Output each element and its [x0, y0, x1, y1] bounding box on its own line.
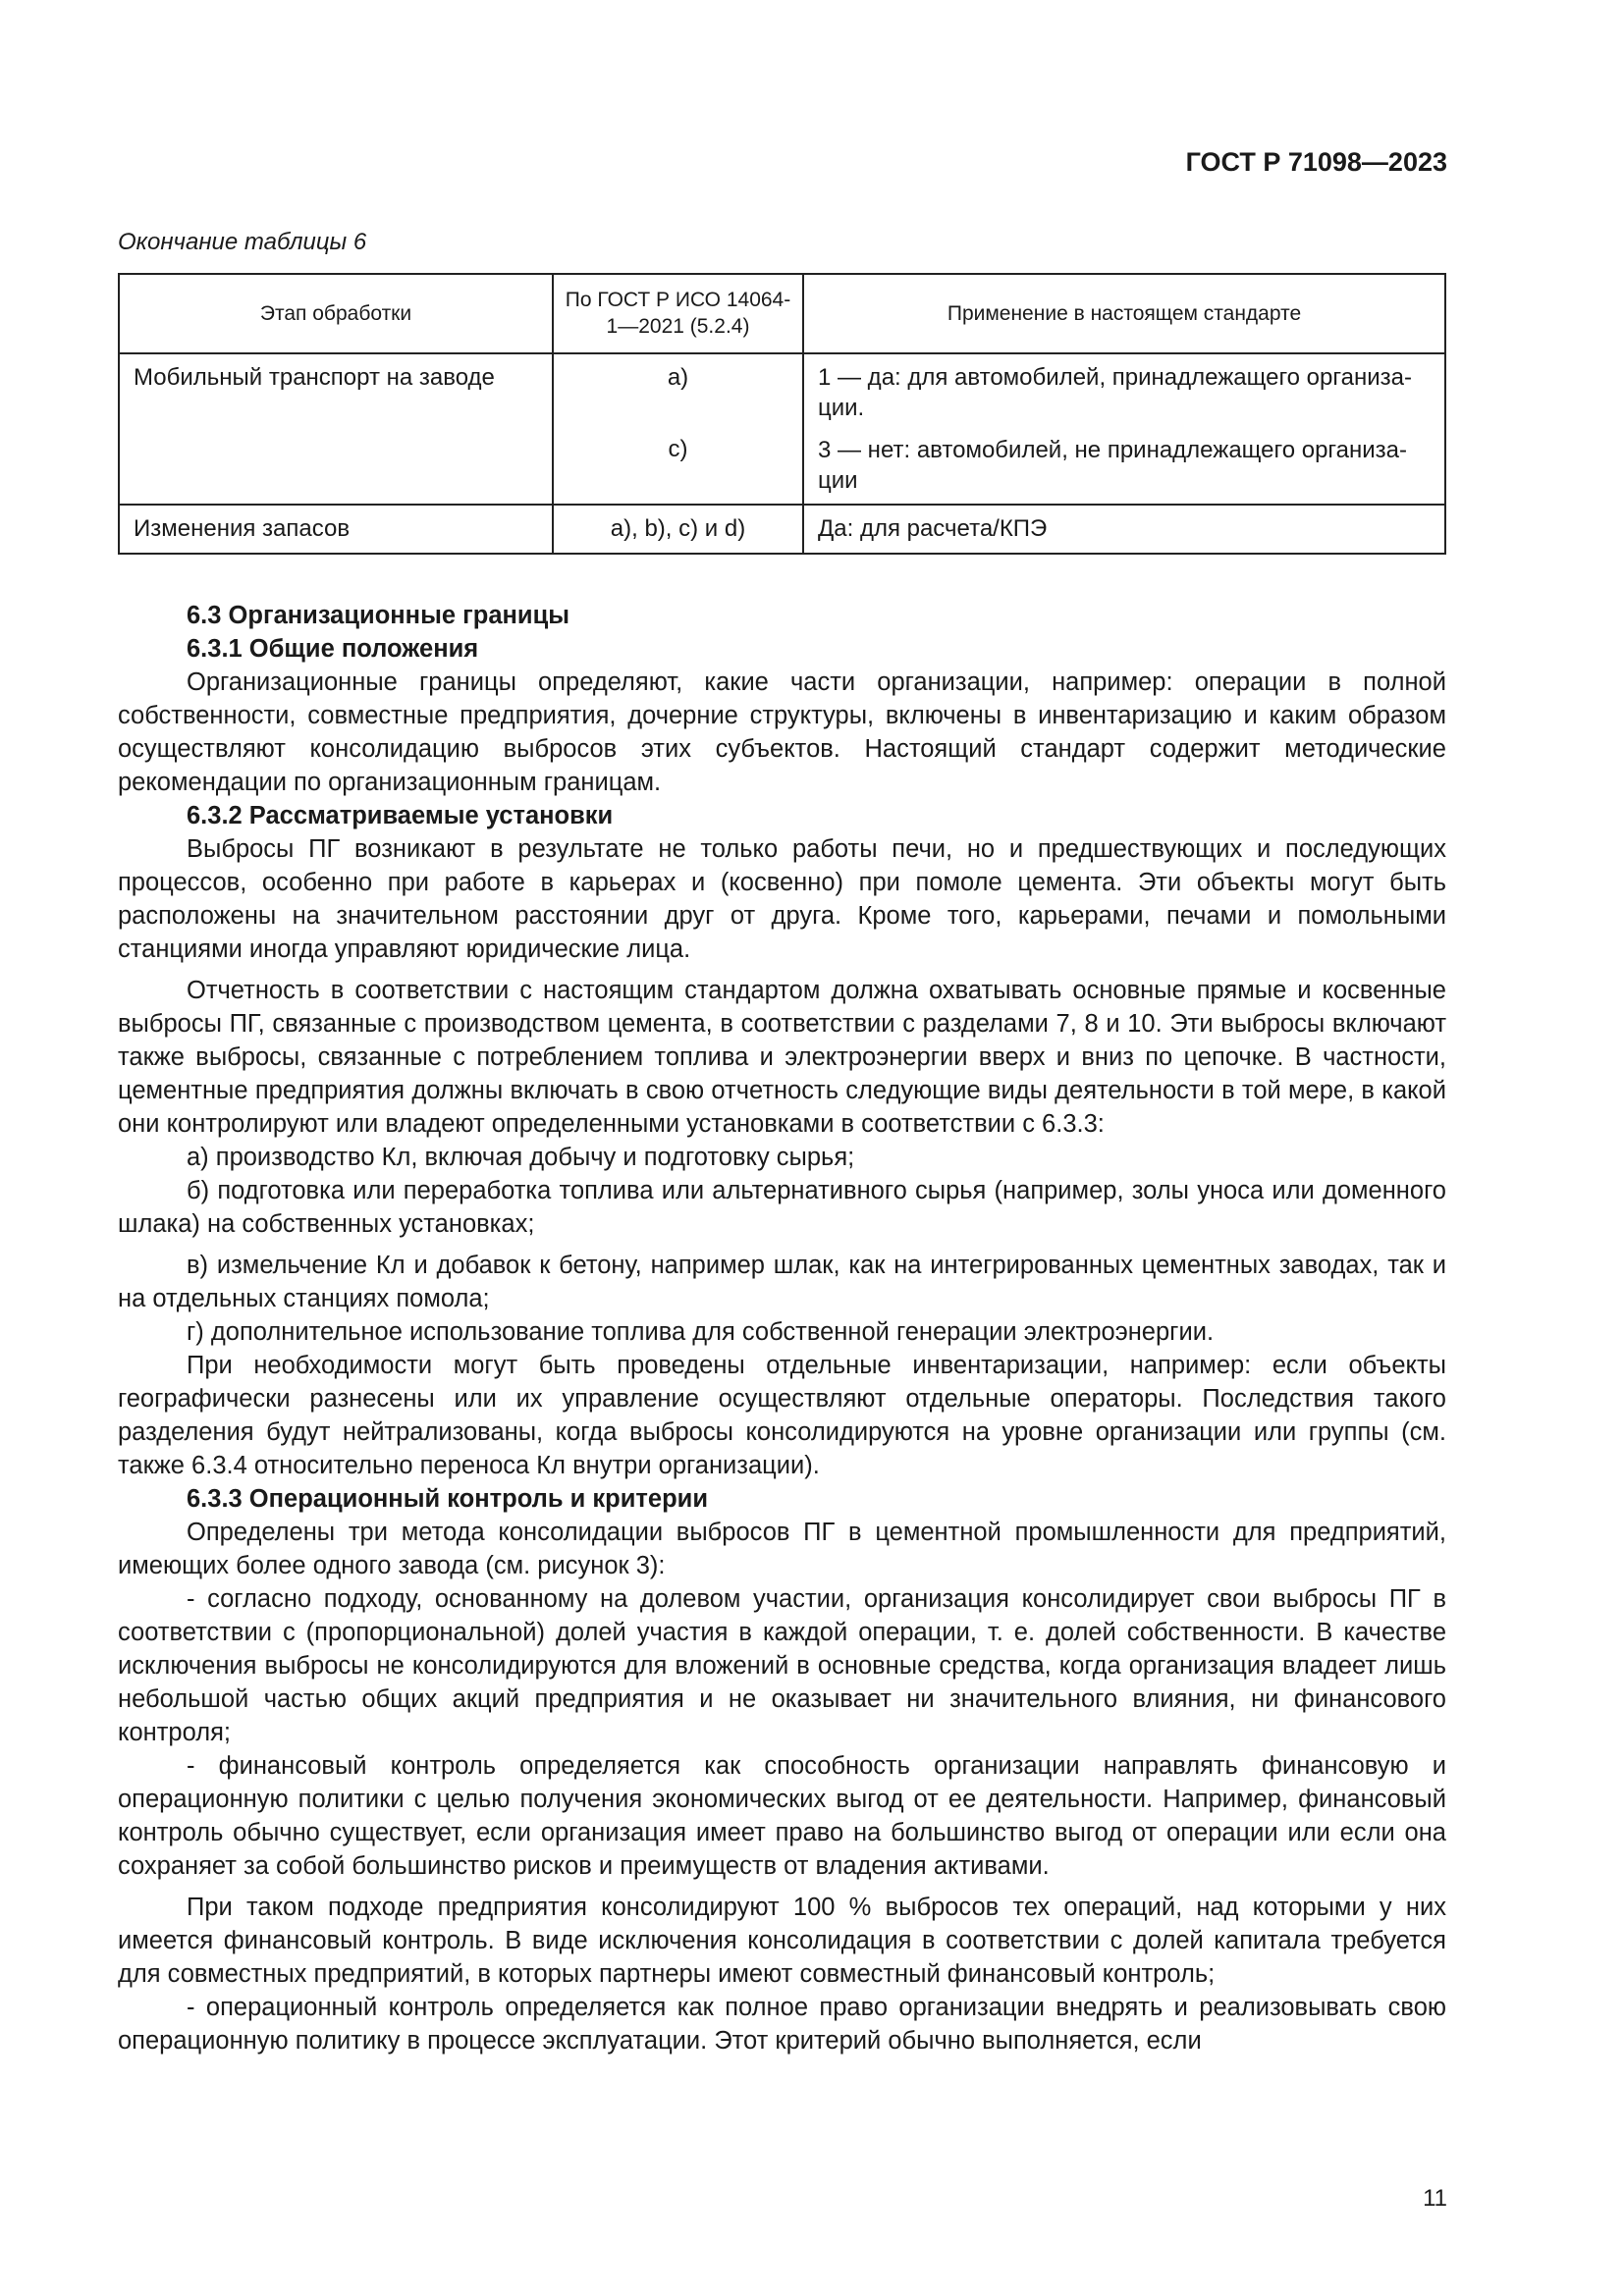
body-paragraph: При таком подходе предприятия консолидируют 100 % выбросов тех операций, над которыми у них имеется финансовый контроль. В виде исключения консолидация в соответствии с долей капитала требуется для совместных предприятий, в которых партнеры имеют совместный финансовый контроль;: [118, 1894, 1446, 1988]
body-paragraph: - согласно подходу, основанному на долевом участии, организация консолидирует свои выбросы ПГ в соответствии с (пропорциональной) долей участия в каждой операции, т. е. долей собственности. В качестве исключения выбросы не консолидируются для вложений в основные средства, когда организация владеет лишь небольшой частью общих акций предприятия и не оказывает ни значительного влияния, ни финансового контроля;: [118, 1585, 1446, 1746]
section-heading: 6.3.1 Общие положения: [187, 635, 479, 663]
cell-gost: а), b), с) и d): [553, 505, 803, 553]
table-row: [119, 505, 1445, 553]
body-paragraph: Выбросы ПГ возникают в результате не только работы печи, но и предшествующих и последующих процессов, особенно при работе в карьерах и (косвенно) при помоле цемента. Эти объекты могут быть расположены на значительном расстоянии друг от друга. Кроме того, карьерами, печами и помольными станциями иногда управляют юридические лица.: [118, 835, 1446, 963]
column-header-gost: По ГОСТ Р ИСО 14064-1—2021 (5.2.4): [553, 274, 803, 353]
cell-application: Да: для расчета/КПЭ: [803, 505, 1445, 553]
cell-gost: [553, 353, 803, 506]
table-header-row: [119, 274, 1445, 353]
section-heading: 6.3 Организационные границы: [187, 602, 570, 629]
section-heading: 6.3.2 Рассматриваемые установки: [187, 802, 614, 829]
body-paragraph: в) измельчение Кл и добавок к бетону, например шлак, как на интегрированных цементных заводах, так и на отдельных станциях помола;: [118, 1252, 1446, 1312]
column-header-stage: Этап обработки: [119, 274, 553, 353]
body-paragraph: При необходимости могут быть проведены отдельные инвентаризации, например: если объекты географически разнесены или их управление осуществляют отдельные операторы. Последствия такого разделения будут нейтрализованы, когда выбросы консолидируются на уровне организации или группы (см. также 6.3.4 относительно переноса Кл внутри организации).: [118, 1352, 1446, 1479]
body-paragraph: б) подготовка или переработка топлива или альтернативного сырья (например, золы уноса или доменного шлака) на собственных установках;: [118, 1177, 1446, 1238]
column-header-application: Применение в настоящем стандарте: [803, 274, 1445, 353]
document-id: ГОСТ Р 71098—2023: [1185, 147, 1447, 177]
page-number: 11: [1423, 2185, 1447, 2212]
cell-application-line: 3 — нет: автомобилей, не принадлежащего организации: [818, 436, 1408, 495]
table-6: [118, 273, 1446, 555]
section-heading: 6.3.3 Операционный контроль и критерии: [187, 1485, 708, 1513]
table-row: [119, 353, 1445, 506]
cell-application-line: 1 — да: для автомобилей, принадлежащего организации.: [818, 363, 1412, 421]
body-paragraph: Отчетность в соответствии с настоящим стандартом должна охватывать основные прямые и косвенные выбросы ПГ, связанные с производством цемента, в соответствии с разделами 7, 8 и 10. Эти выбросы включают также выбросы, связанные с потреблением топлива и электроэнергии вверх и вниз по цепочке. В частности, цементные предприятия должны включать в свою отчетность следующие виды деятельности в той мере, в какой они контролируют или владеют определенными установками в соответствии с 6.3.3:: [118, 977, 1446, 1138]
body-paragraph: Организационные границы определяют, какие части организации, например: операции в полной собственности, совместные предприятия, дочерние структуры, включены в инвентаризацию и каким образом осуществляют консолидацию выбросов этих субъектов. Настоящий стандарт содержит методические рекомендации по организационным границам.: [118, 668, 1446, 796]
cell-gost-line: а): [667, 363, 689, 391]
cell-application: [803, 353, 1445, 506]
body-paragraph: - операционный контроль определяется как полное право организации внедрять и реализовывать свою операционную политику в процессе эксплуатации. Этот критерий обычно выполняется, если: [118, 1994, 1446, 2055]
cell-gost-line: с): [668, 435, 688, 462]
cell-stage: Мобильный транспорт на заводе: [119, 353, 553, 506]
table-caption: Окончание таблицы 6: [118, 229, 367, 255]
body-paragraph: а) производство Кл, включая добычу и подготовку сырья;: [187, 1144, 855, 1171]
body-paragraph: Определены три метода консолидации выбросов ПГ в цементной промышленности для предприятий, имеющих более одного завода (см. рисунок 3):: [118, 1519, 1446, 1579]
cell-stage: Изменения запасов: [119, 505, 553, 553]
body-paragraph: г) дополнительное использование топлива для собственной генерации электроэнергии.: [187, 1318, 1215, 1346]
main-text: [118, 599, 1446, 2057]
body-paragraph: - финансовый контроль определяется как способность организации направлять финансовую и операционную политики с целью получения экономических выгод от ее деятельности. Например, финансовый контроль обычно существует, если организация имеет право на большинство выгод от операции или если она сохраняет за собой большинство рисков и преимуществ от владения активами.: [118, 1752, 1446, 1880]
